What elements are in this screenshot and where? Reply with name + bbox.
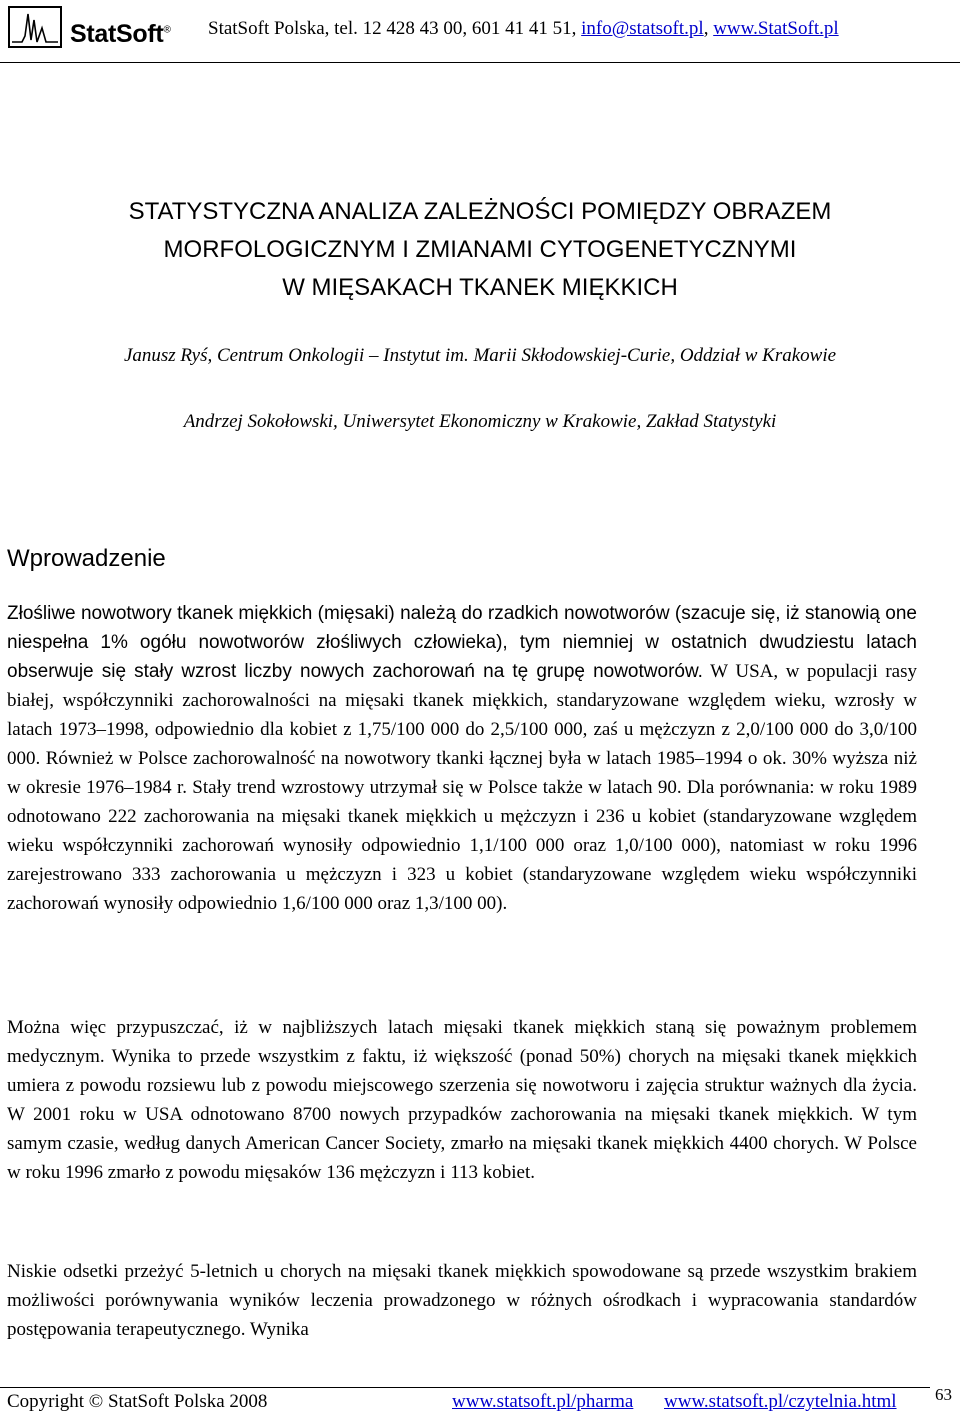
title-line-1: STATYSTYCZNA ANALIZA ZALEŻNOŚCI POMIĘDZY OBRAZEM (128, 198, 832, 225)
section-heading: Wprowadzenie (7, 545, 166, 572)
email-link[interactable]: info@statsoft.pl (581, 18, 704, 39)
page-footer (0, 1390, 960, 1415)
statsoft-logo (8, 6, 188, 50)
title-line-3: W MIĘSAKACH TKANEK MIĘKKICH (282, 274, 678, 301)
article-title (0, 193, 960, 307)
logo-text: StatSoft® (70, 20, 171, 48)
copyright-text: Copyright © StatSoft Polska 2008 (7, 1391, 268, 1412)
author-2: Andrzej Sokołowski, Uniwersytet Ekonomiczny w Krakowie, Zakład Statystyki (183, 411, 777, 432)
paragraph-1 (7, 599, 917, 918)
page-number: 63 (935, 1385, 952, 1404)
header-contact (208, 18, 839, 40)
title-line-2: MORFOLOGICZNYM I ZMIANAMI CYTOGENETYCZNYMI (163, 236, 797, 263)
website-link[interactable]: www.StatSoft.pl (713, 18, 839, 39)
footer-divider (0, 1387, 930, 1388)
paragraph-3: Niskie odsetki przeżyć 5-letnich u chorych na mięsaki tkanek miękkich spowodowane są przede wszystkim brakiem możliwości porównywania wyników leczenia prowadzonego w różnych ośrodkach i wypracowania standardów postępowania terapeutycznego. Wynika (7, 1261, 917, 1340)
statsoft-logo-graphic (8, 6, 66, 50)
paragraph-1-sans-part: Złośliwe nowotwory tkanek miękkich (mięsaki) należą do rzadkich nowotworów (szacuje się, iż stanowią one niespełna 1% ogółu nowotworów złośliwych człowieka), tym niemniej w ostatnich dwudziestu latach obserwuje się stały wzrost liczby nowych zachorowań na tę grupę nowotworów. (7, 603, 917, 682)
page-header (0, 0, 960, 64)
paragraph-2: Można więc przypuszczać, iż w najbliższych latach mięsaki tkanek miękkich staną się poważnym problemem medycznym. Wynika to przede wszystkim z faktu, iż większość (ponad 50%) chorych na mięsaki tkanek miękkich umiera z powodu rozsiewu lub z powodu miejscowego szerzenia się nowotworu i zajęcia struktur ważnych dla życia. W 2001 roku w USA odnotowano 8700 nowych przypadków zachorowania na mięsaki tkanek miękkich. W tym samym czasie, według danych American Cancer Society, zmarło na mięsaki tkanek miękkich 4400 chorych. W Polsce w roku 1996 zmarło z powodu mięsaków 136 mężczyzn i 113 kobiet. (7, 1017, 917, 1183)
paragraph-1-serif-part: W USA, w populacji rasy białej, współczynniki zachorowalności na mięsaki tkanek miękkich, standaryzowane względem wieku, wzrosły w latach 1973–1998, odpowiednio dla kobiet z 1,75/100 000 do 2,5/100 000, zaś u mężczyzn z 2,0/100 000 do 3,0/100 000. Również w Polsce zachorowalność na nowotwory tkanki łącznej była w latach 1985–1994 o ok. 30% wyższa niż w okresie 1976–1984 r. Stały trend wzrostowy utrzymał się w Polsce także w latach 90. Dla porównania: w roku 1989 odnotowano 222 zachorowania na mięsaki tkanek miękkich u mężczyzn i 236 u kobiet (standaryzowane względem wieku współczynniki zachorowań wynosiły odpowiednio 1,1/100 000 oraz 1,0/100 000), natomiast w roku 1996 zarejestrowano 333 zachorowania u mężczyzn i 323 u kobiet (standaryzowane względem wieku współczynniki zachorowań wynosiły odpowiednio 1,6/100 000 oraz 1,3/100 00). (7, 661, 917, 914)
header-divider (0, 62, 960, 63)
contact-separator: , (703, 18, 714, 39)
pharma-link[interactable]: www.statsoft.pl/pharma (452, 1391, 634, 1412)
author-1: Janusz Ryś, Centrum Onkologii – Instytut im. Marii Skłodowskiej-Curie, Oddział w Krakowie (123, 345, 837, 366)
czytelnia-link[interactable]: www.statsoft.pl/czytelnia.html (664, 1391, 897, 1412)
contact-info: StatSoft Polska, tel. 12 428 43 00, 601 41 41 51, (208, 18, 582, 39)
